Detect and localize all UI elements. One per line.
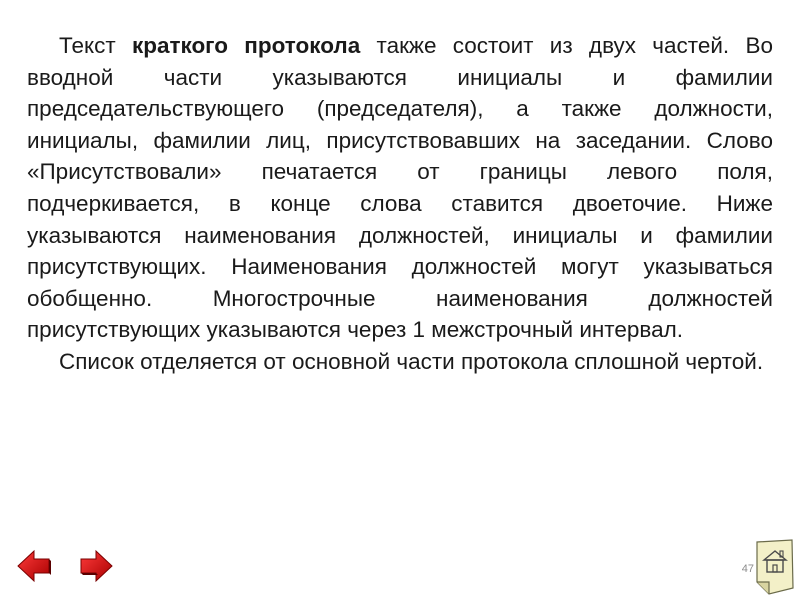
- bold-term: краткого протокола: [131, 33, 361, 58]
- page-number: 47: [741, 563, 754, 575]
- prev-slide-button[interactable]: [16, 548, 52, 584]
- slide-body: [27, 30, 773, 378]
- arrow-left-icon: [16, 548, 52, 584]
- home-button[interactable]: [754, 538, 796, 596]
- paragraph-1-text: также состоит из двух частей. Во вводной части указываются инициалы и фамилии председательствующего (председателя), а также должности, инициалы, фамилии лиц, присутствовавших на заседании. Слово «Присутствовали» печатается от границы левого поля, подчеркивается, в конце слова ставится двоеточие. Ниже указываются наименования должностей, инициалы и фамилии присутствующих. Наименования должностей могут указываться обобщенно. Многострочные наименования должностей присутствующих указываются через 1 межстрочный интервал.: [27, 33, 773, 343]
- paragraph-2: Список отделяется от основной части протокола сплошной чертой.: [59, 348, 764, 374]
- paragraph-1-intro: Текст: [59, 33, 132, 58]
- arrow-right-icon: [78, 548, 114, 584]
- next-slide-button[interactable]: [78, 548, 114, 584]
- paragraph-1: [27, 30, 773, 346]
- home-icon: [754, 538, 796, 596]
